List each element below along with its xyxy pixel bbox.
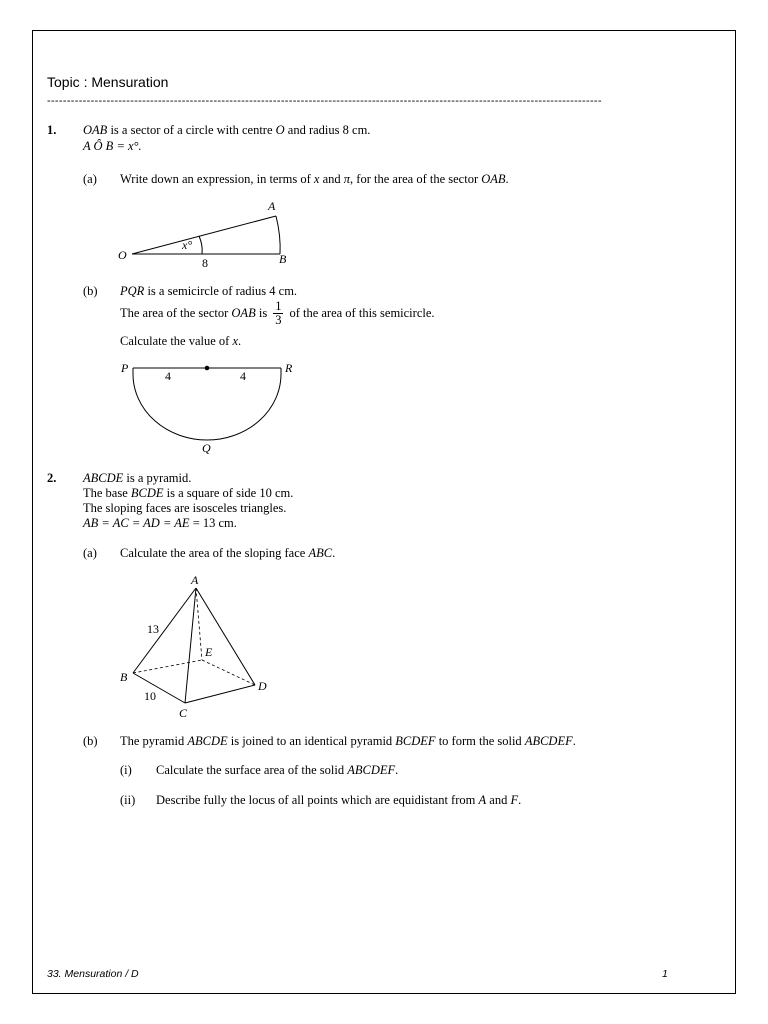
pyramid-side-length: 10 <box>144 689 156 703</box>
question-1b-line1: PQR is a semicircle of radius 4 cm. <box>120 284 298 298</box>
question-2-number: 2. <box>47 471 57 485</box>
pyramid-label-b: B <box>120 670 128 684</box>
semicircle-label-r: R <box>285 361 293 375</box>
question-1b-line2: The area of the sector OAB is $\frac{1}{3}$ of the area of this semicircle. <box>120 299 435 327</box>
pyramid-edge-length: 13 <box>147 622 159 636</box>
sector-label-a: A <box>268 199 276 213</box>
sector-label-o: O <box>118 248 127 262</box>
question-1b-line3: Calculate the value of x. <box>120 334 242 348</box>
question-1a-label: (a) <box>83 172 97 186</box>
header-rule: -------------------------------------------------------------------------------------------------------------------------------------------- <box>47 95 602 107</box>
edge-ac <box>185 588 196 703</box>
question-2bi-text: Calculate the surface area of the solid ABCDEF. <box>156 763 399 777</box>
question-2a-label: (a) <box>83 546 97 560</box>
question-2a-text: Calculate the area of the sloping face ABC. <box>120 546 336 560</box>
edge-ad <box>196 588 255 685</box>
question-2b-text: The pyramid ABCDE is joined to an identical pyramid BCDEF to form the solid ABCDEF. <box>120 734 576 748</box>
pyramid-label-d: D <box>258 679 267 693</box>
question-2-line2: The base BCDE is a square of side 10 cm. <box>83 486 294 500</box>
question-2-line3: The sloping faces are isosceles triangles. <box>83 501 287 515</box>
semicircle-left-radius: 4 <box>165 369 171 383</box>
edge-bc <box>133 673 185 703</box>
question-2bi-label: (i) <box>120 763 132 777</box>
semicircle-right-radius: 4 <box>240 369 246 383</box>
question-2b-label: (b) <box>83 734 98 748</box>
pyramid-label-e: E <box>205 645 213 659</box>
pyramid-label-a: A <box>191 573 199 587</box>
hidden-edge-be <box>133 660 202 673</box>
fraction-one-third: $\frac{1}{3}$ <box>275 299 282 327</box>
hidden-edge-ae <box>196 588 202 660</box>
pyramid-label-c: C <box>179 706 188 720</box>
question-1a-text: Write down an expression, in terms of x and π, for the area of the sector OAB. <box>120 172 509 186</box>
page-title: Topic : Mensuration <box>47 74 169 90</box>
sector-radius-label: 8 <box>202 256 208 270</box>
sector-angle-label: x° <box>182 238 193 252</box>
semicircle-label-q: Q <box>202 441 211 455</box>
question-1-number: 1. <box>47 123 57 137</box>
edge-cd <box>185 685 255 703</box>
question-1-statement: OAB is a sector of a circle with centre O and radius 8 cm. <box>83 123 371 137</box>
question-2-line4: AB = AC = AD = AE = 13 cm. <box>83 516 237 530</box>
edge-ab <box>133 588 196 673</box>
question-2bii-text: Describe fully the locus of all points which are equidistant from A and F. <box>156 793 522 807</box>
sector-label-b: B <box>279 252 287 266</box>
page-number: 1 <box>662 968 668 980</box>
question-1-angle-definition: A Ô B = x°. <box>83 139 142 153</box>
question-2bii-label: (ii) <box>120 793 136 807</box>
question-2-line1: ABCDE is a pyramid. <box>83 471 192 485</box>
semicircle-label-p: P <box>121 361 129 375</box>
question-1b-label: (b) <box>83 284 98 298</box>
footer-title: 33. Mensuration / D <box>47 968 139 980</box>
